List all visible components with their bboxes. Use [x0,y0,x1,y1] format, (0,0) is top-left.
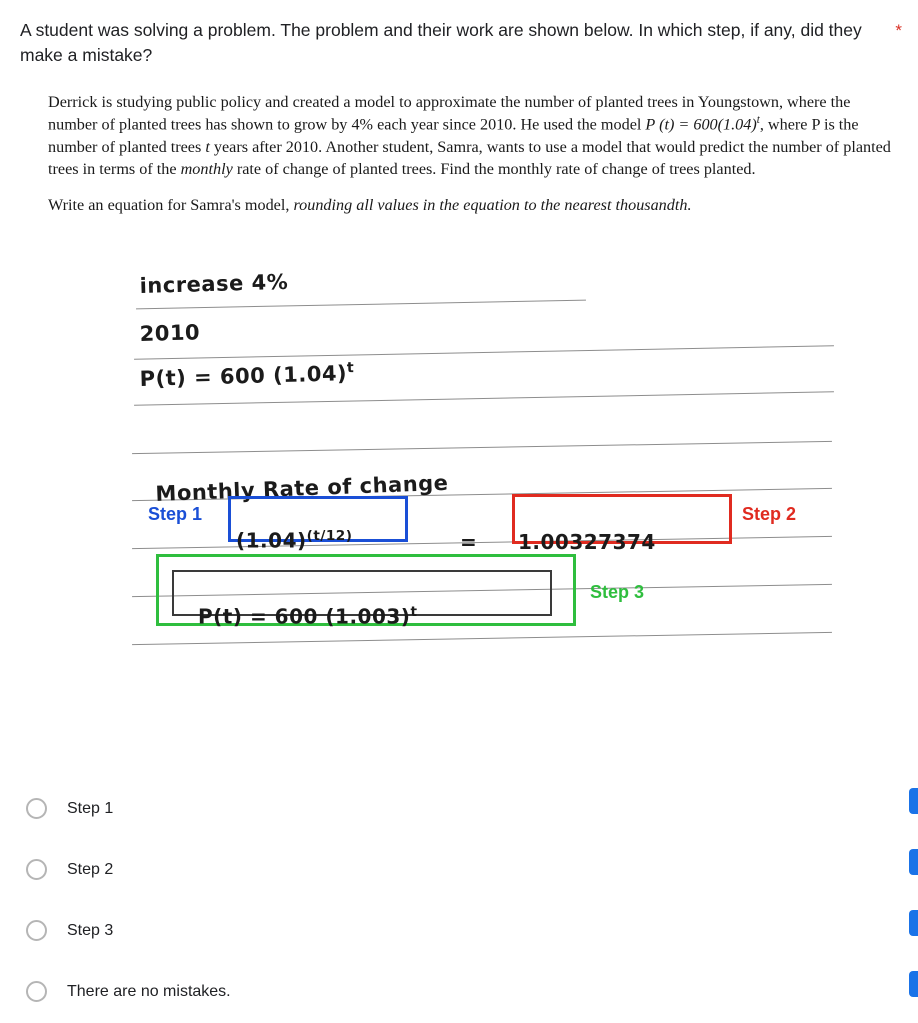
option-label: Step 1 [67,799,114,817]
step1-tag: Step 1 [148,503,203,524]
question-block [0,0,918,69]
edge-chip-1[interactable] [909,788,918,814]
answer-options [22,778,662,1022]
problem-paragraph-2 [48,194,900,216]
step3-base: P(t) = 600 (1.003) [198,604,411,629]
problem-statement [48,91,900,216]
step3-tag: Step 3 [590,581,645,602]
handwritten-work [48,242,908,632]
handwriting-line-monthly-rate: Monthly Rate of change [155,470,449,506]
step1-base: (1.04) [236,528,307,553]
radio-button-step-2[interactable] [26,859,47,880]
worksheet-image [48,91,908,691]
handwriting-step1-expression [236,528,352,553]
handwriting-model-exponent: t [346,359,355,377]
paper-rule-1 [136,300,586,310]
radio-button-step-3[interactable] [26,920,47,941]
handwriting-line-year: 2010 [139,320,201,346]
paper-rule-4 [132,441,832,454]
edge-chip-2[interactable] [909,849,918,875]
handwriting-line-increase: increase 4% [139,269,289,298]
step2-tag: Step 2 [742,503,797,524]
problem-instruction: Write an equation for Samra's model, [48,195,294,214]
paper-rule-3 [134,391,834,405]
radio-button-step-1[interactable] [26,798,47,819]
problem-part-c: years after 2010. Another student, Samra, wants to use a model that would predict the number of planted trees in terms of the [48,137,891,179]
paper-rule-8 [132,632,832,645]
handwriting-model-expr: P(t) = 600 (1.04) [139,361,348,391]
problem-part-a: Derrick is studying public policy and created a model to approximate the number of planted trees in Youngstown, where the number of planted trees has shown to grow by 4% each year since 2010. He used the model [48,92,851,134]
problem-equation-exponent: t [756,114,760,127]
problem-instruction-italic: rounding all values in the equation to the nearest thousandth. [293,195,692,214]
question-text: A student was solving a problem. The problem and their work are shown below. In which step, if any, did they make a mistake? [20,20,862,66]
problem-monthly-italic: monthly [180,160,233,179]
step1-exponent: (t/12) [306,527,353,544]
radio-button-no-mistakes[interactable] [26,981,47,1002]
problem-part-b: , where P is the number of planted trees [48,115,859,156]
problem-t-italic: t [205,137,210,156]
problem-part-d: rate of change of planted trees. Find the monthly rate of change of trees planted. [232,160,756,179]
option-label: Step 2 [67,860,114,878]
required-asterisk: * [895,21,902,40]
option-label: There are no mistakes. [67,982,231,1000]
problem-paragraph-1 [48,91,900,181]
edge-chip-3[interactable] [909,910,918,936]
handwriting-step2-value: 1.00327374 [518,529,656,554]
step3-exponent: t [410,603,418,620]
paper-rule-2 [134,345,834,359]
option-row[interactable] [22,778,662,839]
handwriting-line-model [139,360,354,391]
handwriting-equals: = [460,529,478,554]
option-row[interactable] [22,900,662,961]
option-row[interactable] [22,839,662,900]
option-row[interactable] [22,961,662,1022]
problem-equation: P (t) = 600(1.04) [645,115,757,134]
edge-chip-4[interactable] [909,971,918,997]
option-label: Step 3 [67,921,114,939]
handwriting-step3-expression [198,604,417,629]
